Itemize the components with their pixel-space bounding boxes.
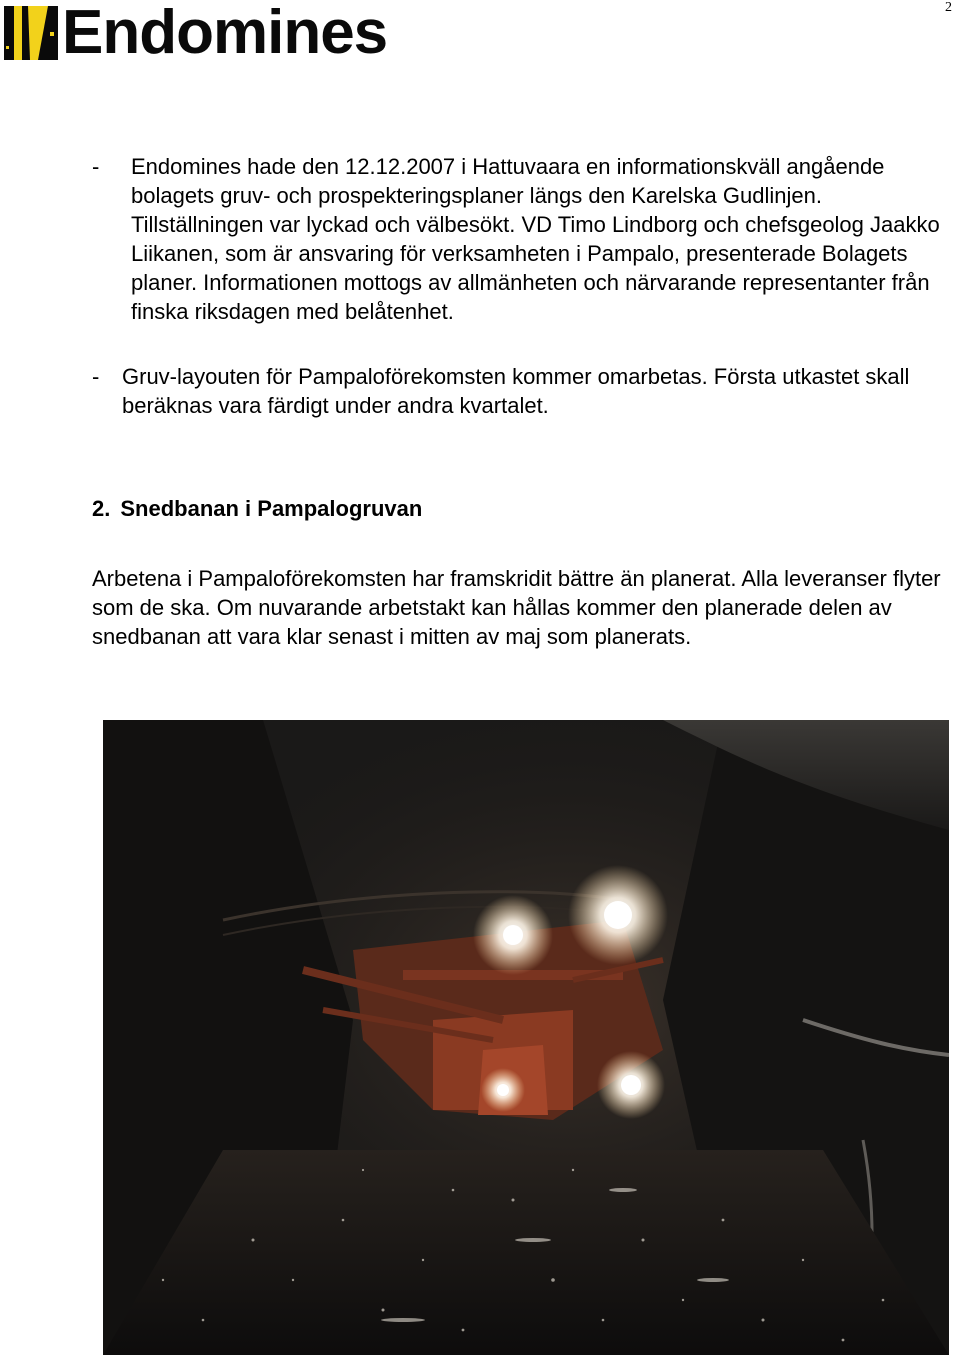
- section-number: 2.: [92, 496, 111, 521]
- logo-wordmark: Endomines: [62, 0, 388, 67]
- section-title: Snedbanan i Pampalogruvan: [120, 496, 423, 521]
- bullet-dash: -: [92, 364, 100, 389]
- endomines-logo: [4, 2, 494, 68]
- bullet-text: Endomines hade den 12.12.2007 i Hattuvaara en informationskväll angående bolagets gruv- och prospekteringsplaner längs den Karelska Gudlinjen. Tillställningen var lyckad och välbesökt. VD Timo Lindborg och chefsgeolog Jaakko Liikanen, som är ansvaring för verksamheten i Pampalo, presenterade Bolagets planer. Informationen mottogs av allmänheten och närvarande representanter från finska riksdagen med belåtenhet.: [131, 154, 940, 324]
- bullet-dash: -: [92, 154, 100, 179]
- section-heading: [92, 494, 422, 523]
- section-paragraph: Arbetena i Pampaloförekomsten har framskridit bättre än planerat. Alla leveranser flyter som de ska. Om nuvarande arbetstakt kan hållas kommer den planerade delen av snedbanan att vara klar senast i mitten av maj som planerats.: [92, 566, 941, 649]
- page-number: 2: [945, 0, 952, 15]
- bullet-item: [92, 362, 952, 420]
- endomines-logo-mark-icon: [4, 2, 58, 64]
- bullet-item: [92, 152, 952, 326]
- bullet-text: Gruv-layouten för Pampaloförekomsten kommer omarbetas. Första utkastet skall beräknas vara färdigt under andra kvartalet.: [122, 364, 910, 418]
- mining-photo-illustration: [103, 720, 949, 1355]
- underground-mining-drill-rig-photo: [103, 720, 949, 1355]
